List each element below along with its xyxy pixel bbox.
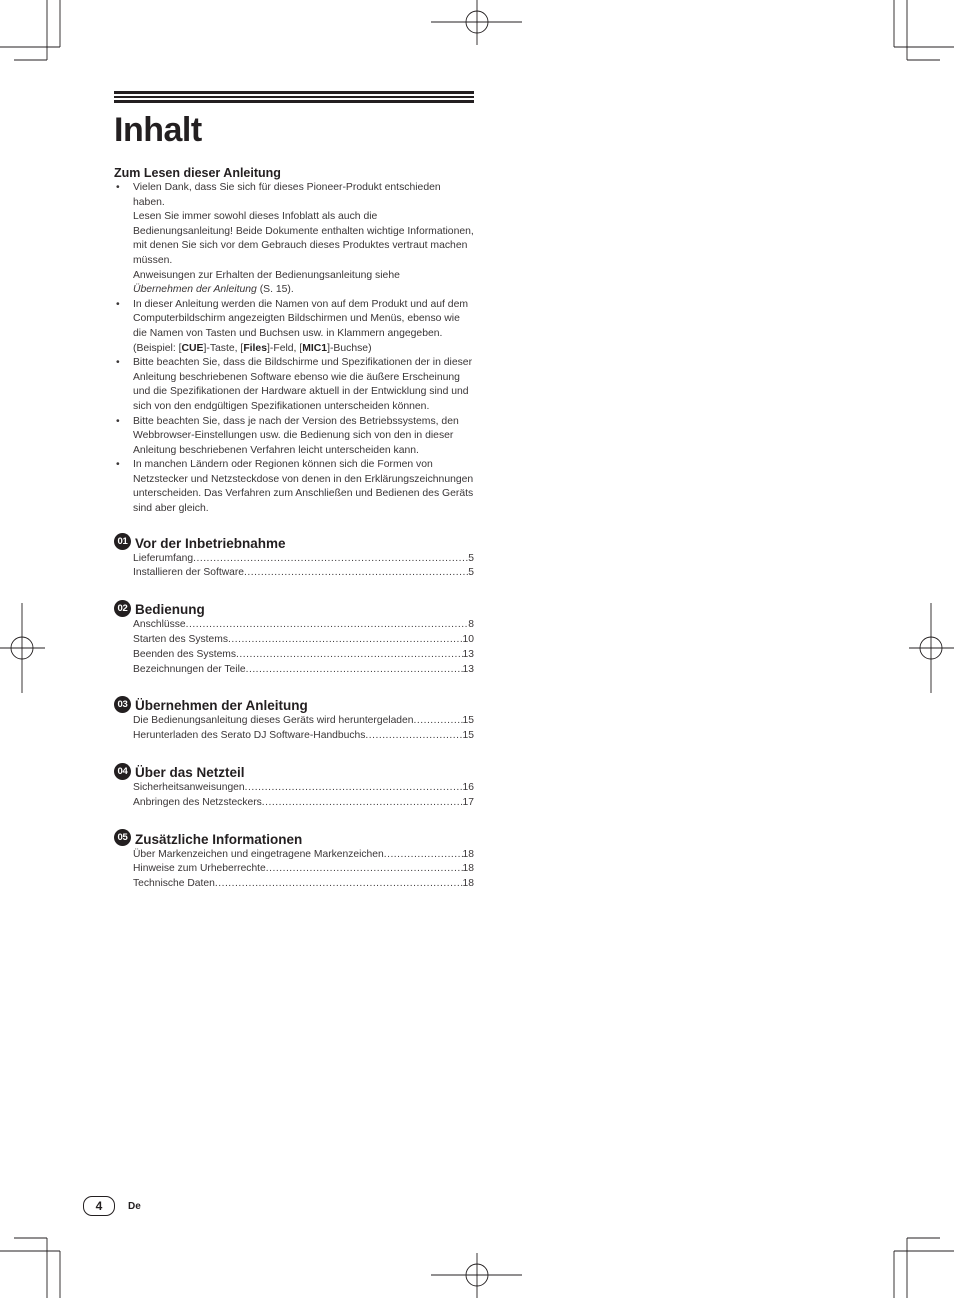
toc-entry-page: 10 — [462, 634, 474, 646]
chapter-title[interactable]: Vor der Inbetriebnahme — [135, 535, 286, 551]
toc-entry-page: 8 — [468, 619, 474, 631]
intro-text: In dieser Anleitung werden die Namen von auf dem Produkt und auf dem Computerbildschirm angezeigten Bildschirmen und Menüs, ebenso wie die Namen von Tasten und Buchsen usw. in Klammern angegeben. (Beispiel: [ — [133, 298, 469, 354]
chapter-number-badge: 04 — [114, 763, 131, 780]
toc-entry-page: 13 — [462, 663, 474, 675]
toc-entry[interactable] — [133, 633, 474, 648]
page-title: Inhalt — [114, 111, 202, 149]
chapter-title[interactable]: Bedienung — [135, 602, 205, 618]
toc-entry-page: 5 — [468, 552, 474, 564]
toc-entry-page: 17 — [462, 796, 474, 808]
chapter-number-badge: 01 — [114, 533, 131, 550]
toc-entry-label: Anschlüsse — [133, 619, 186, 631]
title-rule — [114, 91, 474, 105]
toc-entry-label: Anbringen des Netzsteckers — [133, 796, 262, 808]
toc-entry-label: Hinweise zum Urheberrechte — [133, 863, 266, 875]
toc-entry[interactable] — [133, 714, 474, 729]
toc-entry-page: 16 — [462, 782, 474, 794]
key-label: Files — [243, 342, 267, 354]
toc-section-03 — [114, 694, 474, 744]
chapter-number-badge: 03 — [114, 696, 131, 713]
page-footer — [83, 1196, 141, 1216]
toc-entry-label: Herunterladen des Serato DJ Software-Handbuchs — [133, 730, 366, 742]
toc-entry-page: 5 — [468, 567, 474, 579]
intro-paragraph — [133, 269, 474, 298]
page-number-badge: 4 — [83, 1196, 115, 1216]
toc-section-04 — [114, 761, 474, 811]
toc-entry-page: 15 — [462, 715, 474, 727]
toc-entry-label: Technische Daten — [133, 878, 215, 890]
toc-entry-label: Die Bedienungsanleitung dieses Geräts wird heruntergeladen — [133, 715, 414, 727]
chapter-title[interactable]: Zusätzliche Informationen — [135, 831, 303, 847]
toc-section-05 — [114, 828, 474, 892]
toc-entry[interactable] — [133, 848, 474, 863]
toc-entry-label: Starten des Systems — [133, 634, 228, 646]
toc-entry-page: 15 — [462, 730, 474, 742]
toc-section-01 — [114, 532, 474, 582]
toc-entry-label: Bezeichnungen der Teile — [133, 663, 246, 675]
intro-text: ]-Feld, [ — [267, 342, 303, 354]
list-item: • Bitte beachten Sie, dass je nach der Version des Betriebssystems, den Webbrowser-Einstellungen usw. die Bedienung sich von den in dieser Anleitung beschriebenen Verfahren leicht unterscheiden kann. — [114, 415, 474, 459]
toc-entry[interactable] — [133, 862, 474, 877]
list-item — [114, 181, 474, 298]
toc-entry[interactable] — [133, 796, 474, 811]
toc-entry-label: Über Markenzeichen und eingetragene Markenzeichen — [133, 848, 384, 860]
language-code: De — [128, 1200, 141, 1212]
toc-entry-label: Installieren der Software — [133, 567, 245, 579]
toc-entry-page: 13 — [462, 648, 474, 660]
intro-text: ]-Taste, [ — [203, 342, 244, 354]
intro-paragraph: Lesen Sie immer sowohl dieses Infoblatt als auch die Bedienungsanleitung! Beide Dokumente enthalten wichtige Informationen, mit denen Sie sich vor dem Gebrauch dieses Produktes vertraut machen müssen. — [133, 211, 474, 266]
toc-entry-label: Lieferumfang — [133, 552, 194, 564]
toc-entry[interactable] — [133, 877, 474, 892]
toc-entry-label: Sicherheitsanweisungen — [133, 782, 245, 794]
chapter-number-badge: 05 — [114, 829, 131, 846]
toc-entry[interactable] — [133, 781, 474, 796]
toc-entry[interactable] — [133, 566, 474, 581]
list-item — [114, 298, 474, 356]
toc-section-02 — [114, 598, 474, 677]
intro-text: Anweisungen zur Erhalten der Bedienungsanleitung siehe — [133, 269, 400, 281]
cross-reference-page: (S. 15). — [256, 284, 294, 296]
intro-text: ]-Buchse) — [327, 342, 372, 354]
chapter-title[interactable]: Übernehmen der Anleitung — [135, 698, 308, 714]
content-column — [114, 91, 474, 892]
key-label: MIC1 — [302, 342, 328, 354]
list-item: • Bitte beachten Sie, dass die Bildschirme und Spezifikationen der in dieser Anleitung beschriebenen Software ebenso wie die äußere Erscheinung und die Spezifikationen der Hardware aktuell in der Entwicklung sind und sich von den endgültigen Spezifikationen unterscheiden können. — [114, 356, 474, 414]
toc-entry-label: Beenden des Systems — [133, 648, 237, 660]
toc-entry[interactable] — [133, 552, 474, 567]
toc-entry[interactable] — [133, 663, 474, 678]
key-label: CUE — [181, 342, 204, 354]
chapter-title[interactable]: Über das Netzteil — [135, 765, 245, 781]
intro-heading: Zum Lesen dieser Anleitung — [114, 166, 281, 180]
list-item: • In manchen Ländern oder Regionen können sich die Formen von Netzstecker und Netzsteckdose von denen in den Erklärungszeichnungen unterscheiden. Das Verfahren zum Anschließen und Bedienen des Geräts sind aber gleich. — [114, 458, 474, 516]
chapter-number-badge: 02 — [114, 600, 131, 617]
toc-entry[interactable] — [133, 729, 474, 744]
cross-reference: Übernehmen der Anleitung — [133, 284, 257, 296]
toc-entry-page: 18 — [462, 848, 474, 860]
toc-entry-page: 18 — [462, 863, 474, 875]
toc-entry[interactable] — [133, 618, 474, 633]
intro-list — [114, 181, 474, 517]
toc-entry[interactable] — [133, 648, 474, 663]
toc-entry-page: 18 — [462, 878, 474, 890]
intro-paragraph: • Vielen Dank, dass Sie sich für dieses Pioneer-Produkt entschieden haben. — [133, 182, 441, 208]
